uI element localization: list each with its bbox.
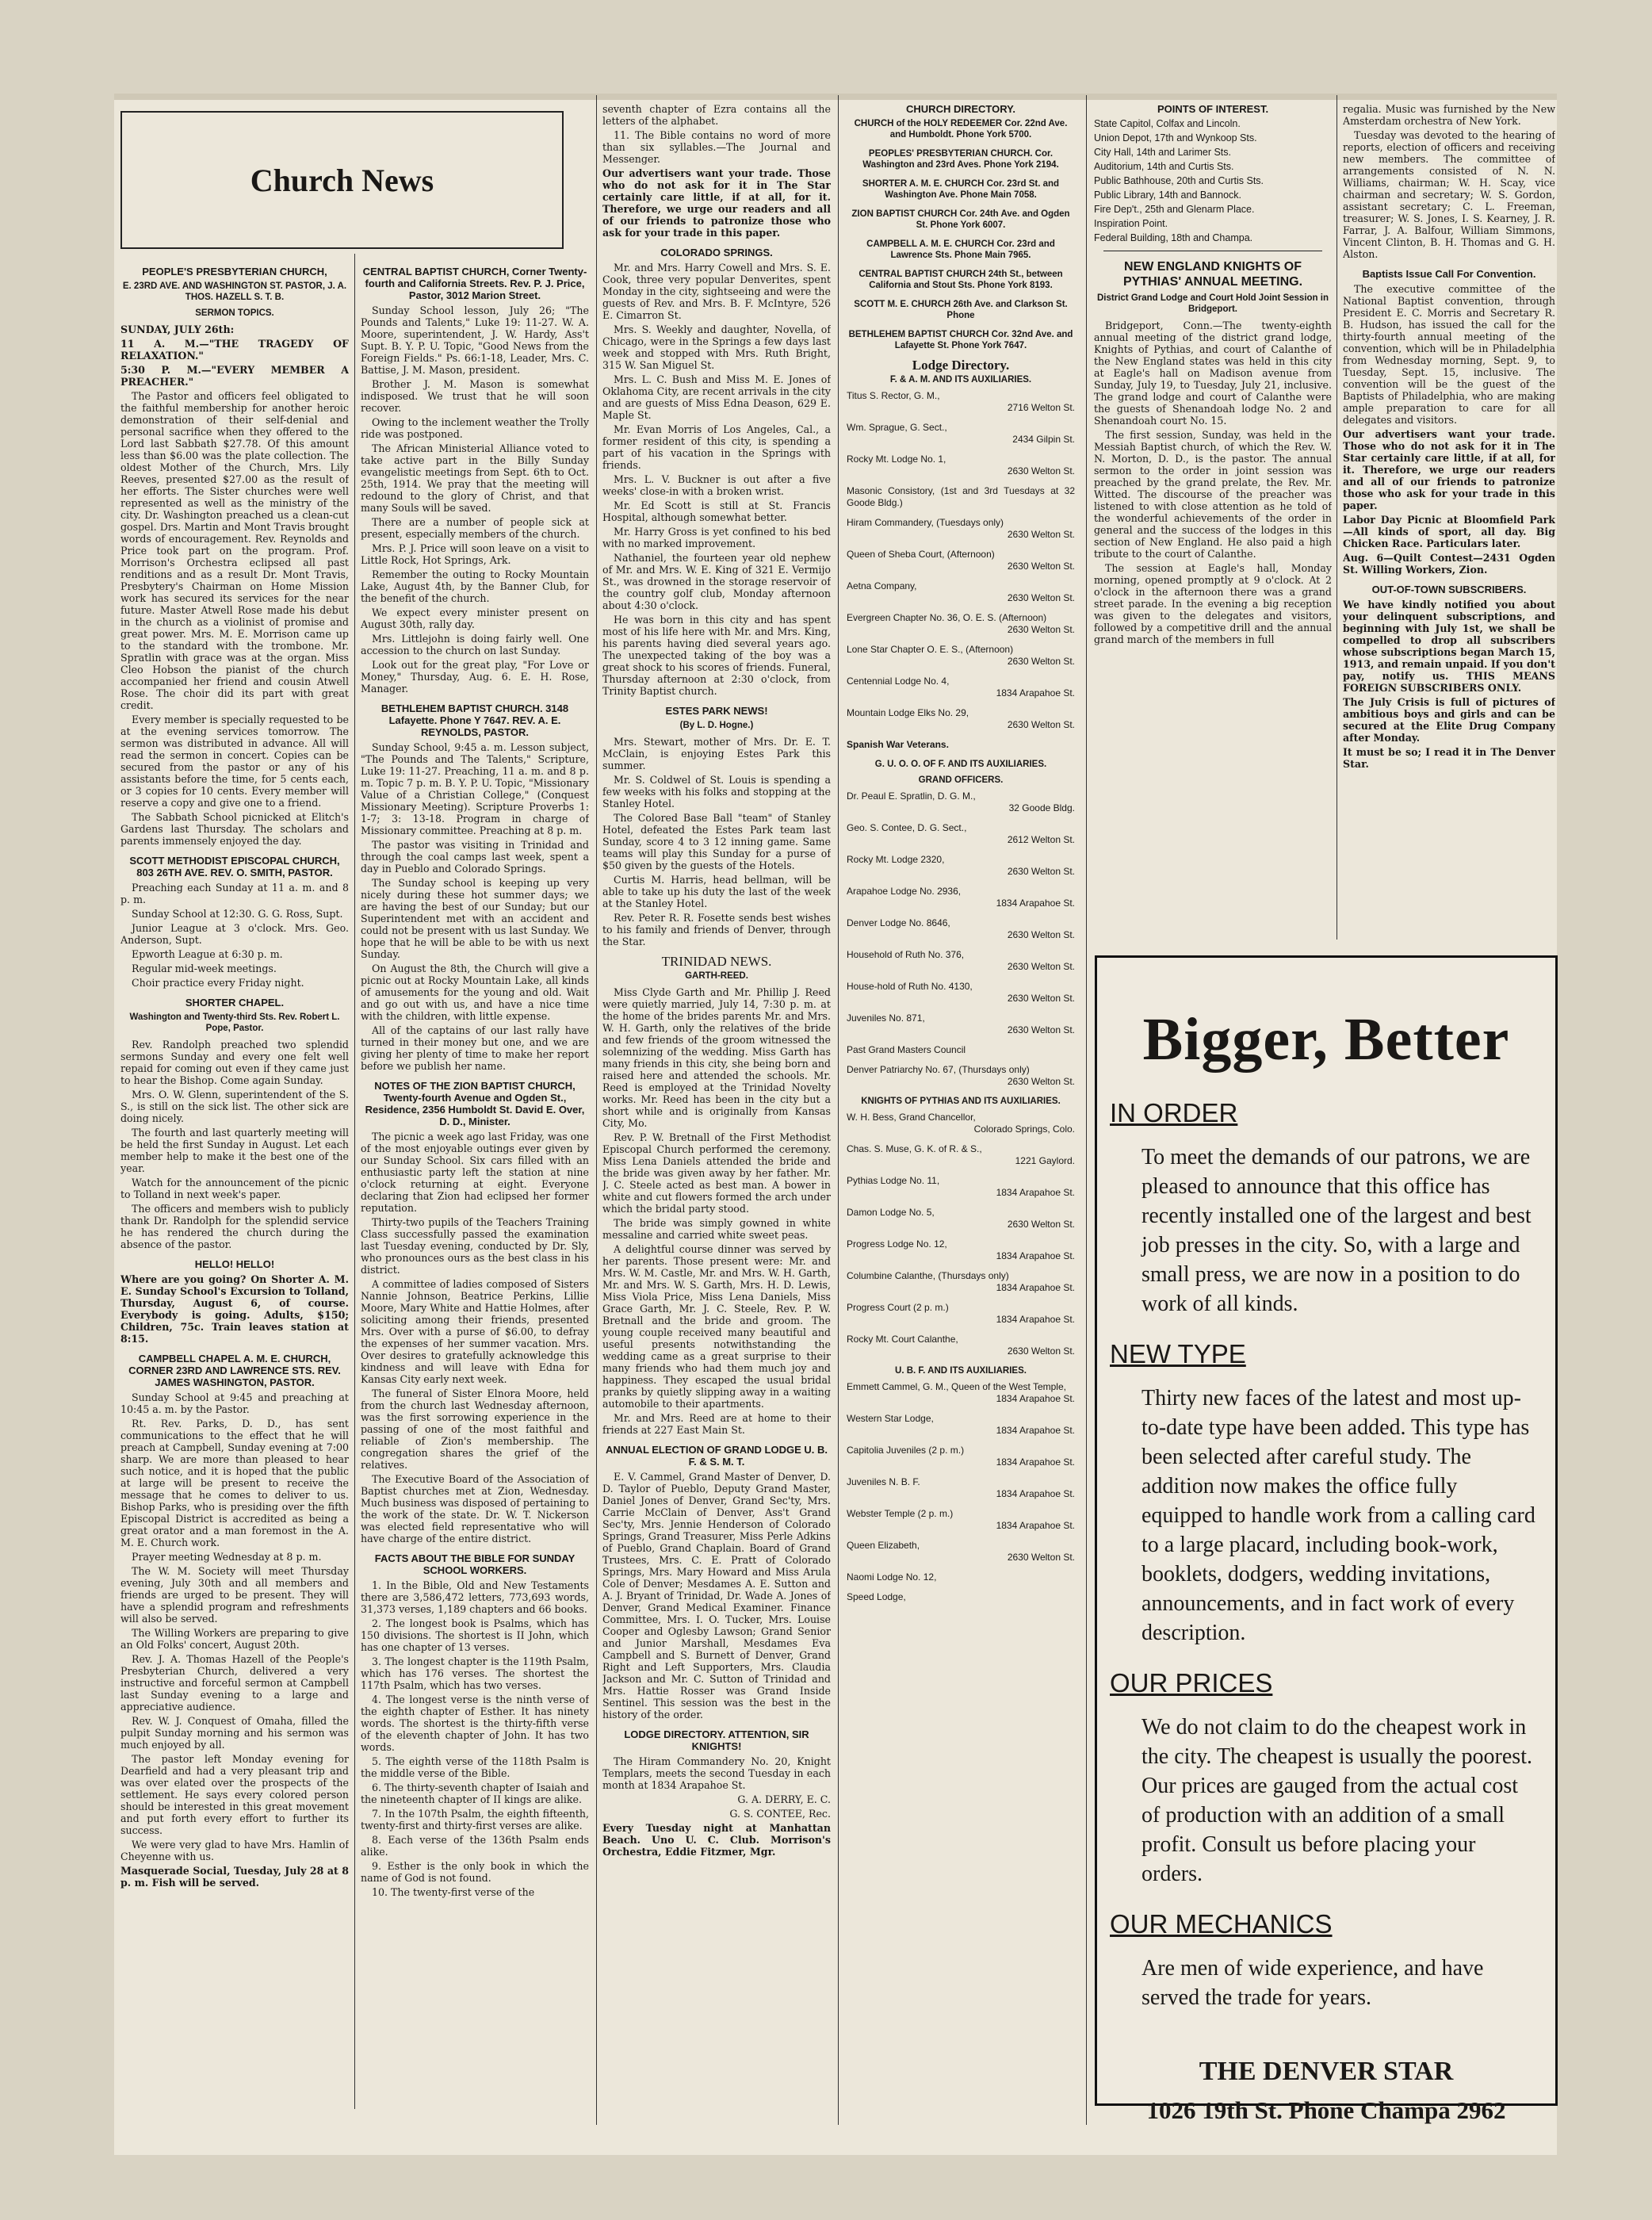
paragraph: Look out for the great play, "For Love or Money," Thursday, Aug. 6. E. H. Rose, Manager. (361, 659, 589, 695)
point-of-interest: Federal Building, 18th and Champa. (1094, 232, 1253, 243)
paragraph: E. V. Cammel, Grand Master of Denver, D. D. Taylor of Pueblo, Deputy Grand Master, Daniel Jones of Denver, Grand Sec'ty, Mrs. Carrie McClain of Denver, Ass't Grand Sec'ty, Mrs. Jennie Henderson of Colorado Springs, Grand Treasurer, Miss Perle Adkins of Pueblo, Grand Chaplain. Board of Grand Trustees, Mrs. C. E. Pratt of Colorado Springs, Mrs. Mary Howard and Miss Arula Cole of Denver; Mesdames A. E. Sutton and A. J. Bryant of Trinidad, Dr. Wade A. Jones of Denver, Grand Medical Examiner. Finance Committee, Mrs. I. O. Tucker, Mrs. Louise Cooper and Oglesby Lawson; Grand Senior and Junior Marshall, Mesdames Eva Campbell and S. Burnett of Denver, Grand Right and Left Supporters, Mrs. Claudia Jackson and Mr. C. Sutton of Trinidad and Mrs. Hattie Rosser was Grand Inside Sentinel. This session was the best in the history of the order. (602, 1471, 831, 1720)
paragraph: There are a number of people sick at present, especially members of the church. (361, 516, 589, 540)
ad-business-address: 1026 19th St. Phone Champa 2962 (1146, 2096, 1506, 2124)
lodge-address: 2630 Welton St. (1007, 929, 1075, 940)
article-heading: BETHLEHEM BAPTIST CHURCH. 3148 Lafayette. Phone Y 7647. REV. A. E. REYNOLDS, PASTOR. (380, 702, 569, 738)
point-of-interest: City Hall, 14th and Larimer Sts. (1094, 147, 1231, 158)
paragraph: The Hiram Commandery No. 20, Knight Templars, meets the second Tuesday in each month at 1834 Arapahoe St. (602, 1755, 831, 1791)
article-heading: OUT-OF-TOWN SUBSCRIBERS. (1371, 584, 1527, 595)
article-heading: FACTS ABOUT THE BIBLE FOR SUNDAY SCHOOL WORKERS. (374, 1552, 576, 1576)
article-subheading: E. 23RD AVE. AND WASHINGTON ST. PASTOR, J. A. THOS. HAZELL S. T. B. (122, 281, 347, 302)
advertisement-box (1095, 955, 1558, 2124)
paragraph: Rev. J. A. Thomas Hazell of the People's Presbyterian Church, delivered a very instructive and forceful sermon at Campbell last Sunday evening to a large and appreciative audience. (120, 1653, 349, 1713)
paragraph: The fourth and last quarterly meeting will be held the first Sunday in August. Let each member help to make it the best one of the year. (120, 1127, 349, 1174)
lodge-name: Mountain Lodge Elks No. 29, (847, 707, 969, 718)
paragraph: We expect every minister present on August 30th, rally day. (361, 607, 589, 630)
paragraph: Our advertisers want your trade. Those who do not ask for it in The Star certainly care little, if at all, for it. Therefore, we urge our readers and all of our friends to patronize those who ask for your trade in this paper. (1343, 428, 1555, 511)
paragraph: Tuesday was devoted to the hearing of reports, election of officers and receiving new members. The committee of arrangements consisted of N. N. Williams, chairman; W. H. Scay, vice chairman and secretary; W. S. Gordon, assistant secretary; C. L. Freeman, treasurer; W. S. Jones, I. S. Kearney, J. R. Farrar, J. A. Balfour, William Simmons, Vincent Clinton, B. H. Thomas and G. H. Alston. (1343, 129, 1555, 260)
paragraph: The pastor was visiting in Trinidad and through the coal camps last week, spent a day in Pueblo and Colorado Springs. (361, 839, 589, 875)
paragraph: Watch for the announcement of the picnic to Tolland in next week's paper. (120, 1177, 349, 1200)
lodge-name: Queen of Sheba Court, (Afternoon) (847, 549, 995, 560)
paragraph: The officers and members wish to publicly thank Dr. Randolph for the splendid service he has rendered the church during the absence of the pastor. (120, 1203, 349, 1250)
lodge-address: 1834 Arapahoe St. (996, 898, 1075, 909)
column-2 (361, 258, 589, 2109)
lodge-address: 2630 Welton St. (1007, 465, 1075, 477)
lodge-name: Wm. Sprague, G. Sect., (847, 422, 947, 433)
paragraph: seventh chapter of Ezra contains all the letters of the alphabet. (602, 103, 831, 127)
church-listing: PEOPLES' PRESBYTERIAN CHURCH. Cor. Washington and 23rd Aves. Phone York 2194. (862, 149, 1059, 170)
paragraph: Mrs. L. V. Buckner is out after a five weeks' close-in with a broken wrist. (602, 473, 831, 497)
article-heading: NOTES OF THE ZION BAPTIST CHURCH, Twenty-fourth Avenue and Ogden St., Residence, 2356 Humboldt St. David E. Over, D. D., Minister. (365, 1080, 585, 1127)
ad-headline: Bigger, Better (1142, 1006, 1510, 1073)
paragraph: The session at Eagle's hall, Monday morning, opened promptly at 9 o'clock. At 2 o'clock in the afternoon there was a grand street parade. In the evening a big reception was given to the delegates and visitors, followed by a competitive drill and the annual grand march of the members in full (1094, 562, 1332, 645)
ad-section-text: We do not claim to do the cheapest work in the city. The cheapest is usually the poorest. Our prices are gauged from the actual cost of production with an addition of a small profit. Consult us before placing your orders. (1141, 1715, 1532, 1886)
lodge-entry (847, 1540, 1075, 1564)
paragraph: Choir practice every Friday night. (132, 977, 304, 989)
sermon-topic: SUNDAY, JULY 26th: (120, 323, 235, 335)
paragraph: Mr. Ed Scott is still at St. Francis Hospital, although somewhat better. (602, 500, 831, 523)
lodge-entry (847, 485, 1075, 509)
lodge-entry (847, 612, 1075, 636)
paragraph: The July Crisis is full of pictures of ambitious boys and girls and can be secured at the Elite Drug Company after Monday. (1343, 696, 1555, 744)
paragraph: We were very glad to have Mrs. Hamlin of Cheyenne with us. (120, 1839, 349, 1862)
paragraph: It must be so; I read it in The Denver Star. (1343, 746, 1555, 770)
lodge-address: 2630 Welton St. (1007, 719, 1075, 730)
lodge-entry (847, 580, 1075, 604)
paragraph: 2. The longest book is Psalms, which has 150 divisions. The shortest is II John, which has one chapter of 13 verses. (361, 1617, 589, 1653)
lodge-entry: Spanish War Veterans. (847, 739, 949, 750)
directory-subheading: GRAND OFFICERS. (918, 775, 1004, 785)
lodge-entry (847, 790, 1075, 814)
lodge-entry (847, 644, 1075, 668)
paragraph: Masquerade Social, Tuesday, July 28 at 8 p. m. Fish will be served. (120, 1865, 349, 1889)
paragraph: 11. The Bible contains no word of more than six syllables.—The Journal and Messenger. (602, 129, 831, 165)
paragraph: 6. The thirty-seventh chapter of Isaiah and the nineteenth chapter of II kings are alike. (361, 1782, 589, 1805)
lodge-name: Geo. S. Contee, D. G. Sect., (847, 822, 967, 833)
lodge-name: Dr. Peaul E. Spratlin, D. G. M., (847, 790, 976, 802)
signature-line: G. S. CONTEE, Rec. (729, 1808, 831, 1820)
lodge-name: Western Star Lodge, (847, 1413, 934, 1424)
paragraph: Owing to the inclement weather the Trolly ride was postponed. (361, 416, 589, 440)
lodge-entry (847, 1413, 1075, 1437)
lodge-address: 1834 Arapahoe St. (996, 1425, 1075, 1436)
lodge-name: Progress Court (2 p. m.) (847, 1302, 949, 1313)
lodge-address: 1834 Arapahoe St. (996, 1488, 1075, 1499)
paragraph: Sunday School at 9:45 and preaching at 10:45 a. m. by the Pastor. (120, 1391, 349, 1415)
article-heading: ESTES PARK NEWS! (665, 705, 768, 717)
church-listing: SCOTT M. E. CHURCH 26th Ave. and Clarkson St. Phone (854, 300, 1068, 320)
column-4 (847, 103, 1075, 2109)
lodge-address: 2630 Welton St. (1007, 866, 1075, 877)
lodge-address: 2630 Welton St. (1007, 1552, 1075, 1563)
point-of-interest: Auditorium, 14th and Curtis Sts. (1094, 161, 1234, 172)
lodge-address: 2630 Welton St. (1007, 656, 1075, 667)
lodge-name: House-hold of Ruth No. 4130, (847, 981, 973, 992)
directory-subheading: KNIGHTS OF PYTHIAS AND ITS AUXILIARIES. (861, 1097, 1061, 1106)
lodge-entry (847, 1012, 1075, 1036)
sermon-topic: 11 A. M.—"THE TRAGEDY OF RELAXATION." (120, 338, 349, 362)
lodge-name: Queen Elizabeth, (847, 1540, 920, 1551)
lodge-name: Columbine Calanthe, (Thursdays only) (847, 1270, 1009, 1281)
lodge-name: Juveniles No. 871, (847, 1012, 925, 1024)
lodge-entry (847, 1591, 1075, 1603)
paragraph: Remember the outing to Rocky Mountain Lake, August 4th, by the Banner Club, for the benefit of the church. (361, 568, 589, 604)
lodge-list-2 (847, 790, 1075, 1088)
lodge-address: 2716 Welton St. (1007, 402, 1075, 413)
paragraph: The pastor left Monday evening for Dearfield and had a very pleasant trip and was over elated over the prospects of the settlement. He says every colored person should be interested in this great movement and put forth every effort to further its success. (120, 1753, 349, 1836)
directory-heading: Lodge Directory. (912, 358, 1010, 373)
lodge-entry (847, 1044, 1075, 1056)
lodge-entry (847, 981, 1075, 1005)
article-heading: Baptists Issue Call For Convention. (1362, 268, 1536, 280)
article-subheading: GARTH-REED. (685, 971, 748, 981)
ad-section-heading: NEW TYPE (1110, 1339, 1246, 1368)
lodge-address: 2630 Welton St. (1007, 592, 1075, 603)
lodge-name: Denver Patriarchy No. 67, (Thursdays only) (847, 1064, 1030, 1075)
paragraph: Labor Day Picnic at Bloomfield Park—All kinds of sport, all day. Big Chicken Race. Particulars later. (1343, 514, 1555, 549)
point-of-interest: Fire Dep't., 25th and Glenarm Place. (1094, 204, 1255, 215)
paragraph: The first session, Sunday, was held in the Messiah Baptist church, of which the Rev. W. N. Morton, D. D., is the pastor. The annual sermon to the order in joint session was preached by the grand prelate, the Rev. Mr. Witted. The discourse of the preacher was listened to with close attention as he told of the wonderful achievements of the order in general and the success of the lodges in this section of New England. He also paid a high tribute to the court of Calanthe. (1094, 429, 1332, 560)
paragraph: The Executive Board of the Association of Baptist churches met at Zion, Wednesday. Much business was disposed of pertaining to the work of the state. Dr. W. T. Nickerson was elected field representative who will have charge of the entire district. (361, 1473, 589, 1544)
directory-subheading: U. B. F. AND ITS AUXILIARIES. (895, 1366, 1027, 1376)
paragraph: Mrs. P. J. Price will soon leave on a visit to Little Rock, Hot Springs, Ark. (361, 542, 589, 566)
paragraph: The bride was simply gowned in white messaline and carried white sweet peas. (602, 1217, 831, 1241)
lodge-list-3 (847, 1112, 1075, 1357)
column-divider (838, 95, 839, 2125)
paragraph: Rt. Rev. Parks, D. D., has sent communications to the effect that he will preach at Campbell, Sunday evening at 7:00 sharp. We are more than pleased to hear such notice, and it is hoped that the public at large will be present to receive the message that he comes to deliver to us. Bishop Parks, who is presiding over the fifth Episcopal District is accredited as being a great orator and a man foremost in the A. M. E. Church work. (120, 1418, 349, 1548)
lodge-name: Emmett Cammel, G. M., Queen of the West Temple, (847, 1381, 1066, 1392)
lodge-entry (847, 1334, 1075, 1357)
lodge-entry (847, 422, 1075, 446)
paragraph: Every member is specially requested to be at the evening services tomorrow. The sermon was distributed in advance. All will read the sermon in concert. Copies can be secured from the pastor or any of his assistants before the time, for 5 cents each, or 3 copies for 10 cents. Every member will reserve a copy and give one to a friend. (120, 714, 349, 809)
lodge-name: Centennial Lodge No. 4, (847, 676, 950, 687)
article-heading: TRINIDAD NEWS. (661, 954, 772, 969)
ad-business-name: THE DENVER STAR (1199, 2057, 1454, 2086)
lodge-address: 2630 Welton St. (1007, 561, 1075, 572)
lodge-entry (847, 1143, 1075, 1167)
paragraph: Regular mid-week meetings. (132, 963, 277, 974)
lodge-entry (847, 517, 1075, 541)
lodge-address: 2612 Welton St. (1007, 834, 1075, 845)
directory-subheading: F. & A. M. AND ITS AUXILIARIES. (889, 375, 1032, 385)
lodge-entry (847, 1302, 1075, 1326)
paragraph: regalia. Music was furnished by the New Amsterdam orchestra of New York. (1343, 103, 1555, 127)
lodge-list-4 (847, 1381, 1075, 1603)
lodge-name: Speed Lodge, (847, 1591, 906, 1602)
lodge-entry (847, 676, 1075, 699)
paragraph: Mr. and Mrs. Harry Cowell and Mrs. S. E. Cook, three very popular Denverites, spent Monday in the city, sightseeing and were the guests of Rev. and Mrs. B. F. McIntyre, 526 E. Cimarron St. (602, 262, 831, 321)
article-heading: SHORTER CHAPEL. (185, 997, 285, 1009)
lodge-address: 1834 Arapahoe St. (996, 687, 1075, 699)
lodge-entry (847, 854, 1075, 878)
column-1 (120, 258, 349, 2109)
paragraph: Epworth League at 6:30 p. m. (132, 948, 283, 960)
church-listing: CHURCH of the HOLY REDEEMER Cor. 22nd Ave. and Humboldt. Phone York 5700. (854, 119, 1068, 140)
lodge-address: Colorado Springs, Colo. (973, 1123, 1075, 1135)
lodge-address: 2630 Welton St. (1007, 1024, 1075, 1035)
paragraph: A delightful course dinner was served by her parents. Those present were: Mr. and Mrs. W. M. Castle, Mr. and Mrs. W. H. Garth, Mr. and Mrs. W. S. Garth, Mrs. H. D. Lewis, Miss Viola Price, Miss Lena Daniels, Miss Grace Garth, Mr. J. C. Steele, Rev. P. W. Bretnall and the bride and groom. The young couple received many beautiful and useful presents notwithstanding the wedding came as a great surprise to their many friends who had them much joy and happiness. They escaped the usual bridal pranks by quietly slipping away in a waiting automobile to their apartments. (602, 1243, 831, 1410)
paragraph: Junior League at 3 o'clock. Mrs. Geo. Anderson, Supt. (120, 922, 349, 946)
lodge-entry (847, 949, 1075, 973)
lodge-address: 1834 Arapahoe St. (996, 1250, 1075, 1261)
article-heading: LODGE DIRECTORY. ATTENTION, SIR KNIGHTS! (624, 1728, 809, 1752)
directory-subheading: G. U. O. O. OF F. AND ITS AUXILIARIES. (874, 760, 1047, 769)
paragraph: Sunday School lesson, July 26; "The Pounds and Talents," Luke 19: 11-27. W. A. Moore, superintendent, J. W. Hardy, Ass't Supt. B. Y. P. U. Topic, "Good News from the Foreign Fields." Ps. 66:1-18, Leader, Mrs. C. Battise, J. M. Mason, president. (361, 304, 589, 376)
column-6 (1343, 103, 1555, 944)
lodge-entry (847, 1476, 1075, 1500)
lodge-entry (847, 1270, 1075, 1294)
lodge-address: 1834 Arapahoe St. (996, 1282, 1075, 1293)
lodge-entry (847, 1175, 1075, 1199)
column-divider (354, 254, 355, 2109)
paragraph: The Pastor and officers feel obligated to the faithful membership for another heroic demonstration of their self-denial and personal sacrifice when they offered to the Lord last Sabbath $27.78. Of this amount less than $6.00 was the plate collection. The oldest Mother of the Church, Mrs. Lily Reeves, presented $27.00 as the result of her efforts. The Sister churches were well represented as well as the ministry of the city. Dr. Washington preached us a clean-cut gospel. Drs. Martin and Mont Travis brought words of encouragement. Rev. Reynolds and Price took part on the program. Prof. Morrison's Orchestra eclipsed all past renditions and as a result Dr. Mont Travis, Presbytery's Chairman on Home Mission work has secured its services for the near future. Master Atwell Rose made his debut in the church as a violinist of promise and great power. Mrs. M. E. Morrison came up to the standard with the trombone. Mr. Spratlin with grace was at the organ. Miss Cleo Hobson the pianist of the church accompanied her friend and cousin Atwell Rose. The choir did its part with great credit. (120, 390, 349, 711)
paragraph: Mr. Evan Morris of Los Angeles, Cal., a former resident of this city, is spending a part of his vacation in the Springs with friends. (602, 423, 831, 471)
lodge-entry (847, 822, 1075, 846)
lodge-entry (847, 549, 1075, 572)
lodge-entry (847, 886, 1075, 909)
paragraph: Thirty-two pupils of the Teachers Training Class successfully passed the examination last Tuesday evening, conducted by Dr. Sly, who pronounces ours as the best class in his district. (361, 1216, 589, 1276)
paragraph: 1. In the Bible, Old and New Testaments there are 3,586,472 letters, 773,693 words, 31,373 verses, 1,189 chapters and 66 books. (361, 1579, 589, 1615)
paragraph: Miss Clyde Garth and Mr. Phillip J. Reed were quietly married, July 14, 7:30 p. m. at the home of the brides parents Mr. and Mrs. W. H. Garth, only the relatives of the bride and few friends of the groom witnessed the solemnizing of the wedding. Miss Garth has many friends in this city, she being born and raised here and attended the schools. Mr. Reed is employed at the Trinidad Novelty works. Mr. Reed has been in the city but a short while and is originally from Kansas City, Mo. (602, 986, 831, 1129)
lodge-name: Pythias Lodge No. 11, (847, 1175, 940, 1186)
article-heading: PEOPLE'S PRESBYTERIAN CHURCH, (142, 266, 327, 278)
paragraph: All of the captains of our last rally have turned in their money but one, and we are giving her plenty of time to make her report before we publish her name. (361, 1024, 589, 1072)
lodge-name: Past Grand Masters Council (847, 1044, 966, 1055)
church-listing: ZION BAPTIST CHURCH Cor. 24th Ave. and Ogden St. Phone York 6007. (851, 209, 1070, 230)
paragraph: 7. In the 107th Psalm, the eighth fifteenth, twenty-first and thirty-first verses are alike. (361, 1808, 589, 1832)
section-heading: SERMON TOPICS. (195, 308, 274, 318)
paragraph: The picnic a week ago last Friday, was one of the most enjoyable outings ever given by our Sunday School. Six cars filled with an enthusiastic party left the station at nine o'clock returning at eight. Everyone declaring that Zion had eclipsed her former reputation. (361, 1131, 589, 1214)
paragraph: 3. The longest chapter is the 119th Psalm, which has 176 verses. The shortest the 117th Psalm, which has two verses. (361, 1655, 589, 1691)
article-heading: CAMPBELL CHAPEL A. M. E. CHURCH, CORNER 23RD AND LAWRENCE STS. REV. JAMES WASHINGTON, PASTOR. (128, 1353, 341, 1388)
paragraph: Our advertisers want your trade. Those who do not ask for it in The Star certainly care little, if at all, for it. Therefore, we urge our readers and all of our friends to patronize those who ask for your trade in this paper. (602, 167, 831, 239)
lodge-address: 1834 Arapahoe St. (996, 1456, 1075, 1468)
paragraph: Mr. S. Coldwel of St. Louis is spending a few weeks with his folks and stopping at the Stanley Hotel. (602, 774, 831, 810)
paragraph: Nathaniel, the fourteen year old nephew of Mr. and Mrs. W. E. King of 321 E. Vermijo St., was drowned in the storage reservoir of the country golf club, Monday afternoon about 4:30 o'clock. (602, 552, 831, 611)
lodge-name: W. H. Bess, Grand Chancellor, (847, 1112, 976, 1123)
section-heading: POINTS OF INTEREST. (1157, 103, 1269, 115)
paragraph: Mr. Harry Gross is yet confined to his bed with no marked improvement. (602, 526, 831, 549)
point-of-interest: State Capitol, Colfax and Lincoln. (1094, 118, 1241, 129)
paragraph: The executive committee of the National Baptist convention, through President E. C. Morris and Secretary R. B. Hudson, has issued the call for the thirty-fourth annual meeting of the convention, which will be in Philadelphia from Wednesday morning, Sept. 9, to Tuesday, Sept. 15, inclusive. The convention will be the guest of the Baptists of Philadelphia, who are making ample preparation to care for all delegates and visitors. (1343, 283, 1555, 426)
paragraph: He was born in this city and has spent most of his life here with Mr. and Mrs. King, his parents having died several years ago. The unexpected taking of the boy was a great shock to his scores of friends. Funeral, Thursday afternoon at 2:30 o'clock, from Trinity Baptist church. (602, 614, 831, 697)
paragraph: The Sunday school is keeping up very nicely during these hot summer days; we are having the best of our Sunday; but our Superintendent met with an accident and could not be present with us last Sunday. We hope that he will be able to be with us next Sunday. (361, 877, 589, 960)
lodge-entry (847, 1445, 1075, 1468)
article-heading: CENTRAL BAPTIST CHURCH, Corner Twenty-fourth and California Streets. Rev. P. J. Price, Pastor, 3012 Marion Street. (362, 266, 587, 301)
lodge-entry (847, 1571, 1075, 1583)
paragraph: 10. The twenty-first verse of the (372, 1886, 535, 1898)
lodge-name: Progress Lodge No. 12, (847, 1238, 947, 1250)
page-top-edge (114, 94, 1557, 100)
paragraph: Mrs. L. C. Bush and Miss M. E. Jones of Oklahoma City, are recent arrivals in the city and are guests of Miss Edna Deason, 629 E. Maple St. (602, 373, 831, 421)
lodge-address: 2434 Gilpin St. (1012, 434, 1075, 445)
paragraph: The W. M. Society will meet Thursday evening, July 30th and all members and friends are urged to be present. They will have a splendid program and refreshments will also be served. (120, 1565, 349, 1625)
article-heading: ANNUAL ELECTION OF GRAND LODGE U. B. F. & S. M. T. (606, 1444, 828, 1468)
article-byline: (By L. D. Hogne.) (679, 721, 754, 730)
ad-section-text: Are men of wide experience, and have served the trade for years. (1141, 1956, 1484, 2010)
lodge-entry (847, 917, 1075, 941)
lodge-name: Damon Lodge No. 5, (847, 1207, 935, 1218)
paragraph: Mrs. Littlejohn is doing fairly well. One accession to the church on last Sunday. (361, 633, 589, 656)
paragraph: Rev. Peter R. R. Fosette sends best wishes to his family and friends of Denver, through the Star. (602, 912, 831, 947)
lodge-address: 2630 Welton St. (1007, 1076, 1075, 1087)
lodge-address: 1834 Arapahoe St. (996, 1520, 1075, 1531)
paragraph: The African Ministerial Alliance voted to take active part in the Billy Sunday evangelistic meetings from Sept. 6th to Oct. 25th, 1914. We pray that the meeting will redound to the glory of Christ, and that many Souls will be saved. (361, 442, 589, 514)
lodge-entry (847, 1064, 1075, 1088)
article-subheading: Washington and Twenty-third Sts. Rev. Robert L. Pope, Pastor. (129, 1012, 340, 1033)
lodge-name: Titus S. Rector, G. M., (847, 390, 940, 401)
lodge-address: 2630 Welton St. (1007, 961, 1075, 972)
page-title: Church News (120, 111, 564, 249)
lodge-address: 1221 Gaylord. (1015, 1155, 1075, 1166)
lodge-address: 2630 Welton St. (1007, 529, 1075, 540)
lodge-entry (847, 1508, 1075, 1532)
church-listing: CENTRAL BAPTIST CHURCH 24th St., between California and Stout Sts. Phone York 8193. (859, 270, 1063, 290)
lodge-address: 1834 Arapahoe St. (996, 1187, 1075, 1198)
lodge-name: Household of Ruth No. 376, (847, 949, 965, 960)
paragraph: Mrs. O. W. Glenn, superintendent of the S. S., is still on the sick list. The other sick are doing nicely. (120, 1089, 349, 1124)
lodge-name: Denver Lodge No. 8646, (847, 917, 950, 928)
directory-heading: CHURCH DIRECTORY. (906, 103, 1015, 115)
lodge-address: 1834 Arapahoe St. (996, 1393, 1075, 1404)
ad-section-heading: OUR MECHANICS (1110, 1909, 1333, 1939)
paragraph: Rev. P. W. Bretnall of the First Methodist Episcopal Church performed the ceremony. Miss Lena Daniels attended the bride and the bride was given away by her father. Mr. J. C. Steele acted as best man. A bower in white and cut flowers formed the arch under which the bridal party stood. (602, 1131, 831, 1215)
lodge-address: 2630 Welton St. (1007, 1219, 1075, 1230)
point-of-interest: Public Bathhouse, 20th and Curtis Sts. (1094, 175, 1264, 186)
lodge-name: Rocky Mt. Lodge No. 1, (847, 454, 946, 465)
article-heading: COLORADO SPRINGS. (660, 247, 773, 258)
lodge-name: Naomi Lodge No. 12, (847, 1571, 937, 1583)
paragraph: The funeral of Sister Elnora Moore, held from the church last Wednesday afternoon, was the first sorrowing experience in the passing of one of the most faithful and reliable of Zion's membership. The congregation shares the grief of the relatives. (361, 1388, 589, 1471)
paragraph: Brother J. M. Mason is somewhat indisposed. We trust that he will soon recover. (361, 378, 589, 414)
lodge-name: Evergreen Chapter No. 36, O. E. S. (Afternoon) (847, 612, 1047, 623)
paragraph: Aug. 6—Quilt Contest—2431 Ogden St. Willing Workers, Zion. (1343, 552, 1555, 576)
points-of-interest-list (1094, 118, 1332, 244)
ad-section-text: Thirty new faces of the latest and most up-to-date type have been added. This type has been selected after careful study. The addition now makes the office fully equipped to handle work from a calling card to a large placard, including book-work, booklets, dodgers, wedding invitations, announcements, and in fact work of every description. (1141, 1386, 1535, 1645)
paragraph: Sunday School, 9:45 a. m. Lesson subject, "The Pounds and The Talents," Scripture, Luke 19: 11-27. Preaching, 11 a. m. and 8 p. m. Topic 7 p. m. B. Y. P. U. Topic, "Missionary Value of a Christian College," (Conquest Missionary Meeting). Scripture Proverbs 1: 1-7; 3: 13-18. Program in charge of Missionary committee. Preaching at 8 p. m. (361, 741, 589, 836)
paragraph: Preaching each Sunday at 11 a. m. and 8 p. m. (120, 882, 349, 905)
ad-section-heading: IN ORDER (1110, 1098, 1238, 1127)
lodge-name: Rocky Mt. Lodge 2320, (847, 854, 945, 865)
lodge-address: 1834 Arapahoe St. (996, 1314, 1075, 1325)
lodge-name: Chas. S. Muse, G. K. of R. & S., (847, 1143, 982, 1154)
article-heading: SCOTT METHODIST EPISCOPAL CHURCH, 803 26TH AVE. REV. O. SMITH, PASTOR. (129, 855, 340, 878)
column-3 (602, 103, 831, 2109)
point-of-interest: Public Library, 14th and Bannock. (1094, 189, 1241, 201)
point-of-interest: Inspiration Point. (1094, 218, 1168, 229)
lodge-address: 2630 Welton St. (1007, 624, 1075, 635)
paragraph: Mrs. S. Weekly and daughter, Novella, of Chicago, were in the Springs a few days last week and stopped with Mrs. Ruth Bright, 315 W. San Miguel St. (602, 323, 831, 371)
lodge-address: 2630 Welton St. (1007, 1345, 1075, 1357)
church-listing: CAMPBELL A. M. E. CHURCH Cor. 23rd and Lawrence Sts. Phone Main 7965. (866, 239, 1055, 260)
lodge-entry (847, 390, 1075, 414)
lodge-address: 32 Goode Bldg. (1008, 802, 1075, 813)
ad-section-text: To meet the demands of our patrons, we are pleased to announce that this office has recently installed one of the largest and best job presses in the city. So, with a large and small press, we are now in a position to do work of all kinds. (1141, 1145, 1532, 1316)
paragraph: Where are you going? On Shorter A. M. E. Sunday School's Excursion to Tolland, Thursday, August 6, of course. Everybody is going. Adults, $150; Children, 75c. Train leaves station at 8:15. (120, 1273, 349, 1345)
paragraph: Bridgeport, Conn.—The twenty-eighth annual meeting of the district grand lodge, Knights of Pythias, and court of Calanthe of the New England states was held in this city at Eagle's hall on Madison avenue from Sunday, July 19, to Tuesday, July 21, inclusive. The grand lodge and court of Calanthe were the guests of Shenandoah lodge No. 2 and Shenandoah court No. 15. (1094, 320, 1332, 427)
lodge-entry (847, 1381, 1075, 1405)
paragraph: A committee of ladies composed of Sisters Nannie Johnson, Beatrice Perkins, Lillie Moore, Mary White and Hattie Holmes, after soliciting among their friends, presented Mrs. Over with a purse of $6.00, to defray the expenses of her summer vacation. Mrs. Over desires to gratefully acknowledge this kindness and will leave with Edna for Kansas City early next week. (361, 1278, 589, 1385)
sermon-topic: 5:30 P. M.—"EVERY MEMBER A PREACHER." (120, 364, 349, 388)
lodge-name: Masonic Consistory, (1st and 3rd Tuesdays at 32 Goode Bldg.) (847, 485, 1075, 508)
lodge-name: Hiram Commandery, (Tuesdays only) (847, 517, 1004, 528)
paragraph: Curtis M. Harris, head bellman, will be able to take up his duty the last of the week at the Stanley Hotel. (602, 874, 831, 909)
paragraph: The Colored Base Ball "team" of Stanley Hotel, defeated the Estes Park team last Sunday, score 4 to 3 12 inning game. Same teams will play this Sunday for a purse of $50 given by the guests of the Hotels. (602, 812, 831, 871)
paragraph: The Willing Workers are preparing to give an Old Folks' concert, August 20th. (120, 1627, 349, 1651)
paragraph: 8. Each verse of the 136th Psalm ends alike. (361, 1834, 589, 1858)
lodge-entry (847, 1207, 1075, 1231)
church-listing: BETHLEHEM BAPTIST CHURCH Cor. 32nd Ave. and Lafayette St. Phone York 7647. (848, 330, 1073, 350)
paragraph: On August the 8th, the Church will give a picnic out at Rocky Mountain Lake, all kinds of amusements for the young and old. Wait and go out with us, and have a nice time with the children, with little expense. (361, 963, 589, 1022)
paragraph: Mrs. Stewart, mother of Mrs. Dr. E. T. McClain, is enjoying Estes Park this summer. (602, 736, 831, 771)
lodge-name: Aetna Company, (847, 580, 917, 591)
paragraph: Rev. Randolph preached two splendid sermons Sunday and every one felt well repaid for coming out even if they came just to hear the Bishop. Come again Sunday. (120, 1039, 349, 1086)
article-heading: HELLO! HELLO! (194, 1258, 275, 1270)
paragraph: We have kindly notified you about your delinquent subscriptions, and beginning with July 1st, we shall be compelled to drop all subscribers whose subscriptions began March 15, 1913, and remain unpaid. If you don't pay, notify us. THIS MEANS FOREIGN SUBSCRIBERS ONLY. (1343, 599, 1555, 694)
lodge-address: 2630 Welton St. (1007, 993, 1075, 1004)
column-divider (596, 95, 597, 2125)
ad-section-heading: OUR PRICES (1110, 1668, 1273, 1698)
lodge-name: Webster Temple (2 p. m.) (847, 1508, 954, 1519)
church-listing: SHORTER A. M. E. CHURCH Cor. 23rd St. and Washington Ave. Phone Main 7058. (862, 179, 1060, 200)
lodge-entry (847, 1238, 1075, 1262)
article-heading: NEW ENGLAND KNIGHTS OF PYTHIAS' ANNUAL MEETING. (1122, 260, 1303, 289)
paragraph: The Sabbath School picnicked at Elitch's Gardens last Thursday. The scholars and parents immensely enjoyed the day. (120, 811, 349, 847)
lodge-entry (847, 454, 1075, 477)
paragraph: Every Tuesday night at Manhattan Beach. Uno U. C. Club. Morrison's Orchestra, Eddie Fitzmer, Mgr. (602, 1822, 831, 1858)
column-5 (1094, 103, 1332, 944)
column-divider (1086, 95, 1087, 2125)
lodge-list-1 (847, 390, 1075, 731)
paragraph: Rev. W. J. Conquest of Omaha, filled the pulpit Sunday morning and his sermon was much enjoyed by all. (120, 1715, 349, 1751)
paragraph: Prayer meeting Wednesday at 8 p. m. (132, 1551, 322, 1563)
paragraph: Mr. and Mrs. Reed are at home to their friends at 227 East Main St. (602, 1412, 831, 1436)
lodge-entry (847, 1112, 1075, 1135)
point-of-interest: Union Depot, 17th and Wynkoop Sts. (1094, 132, 1257, 144)
lodge-name: Rocky Mt. Court Calanthe, (847, 1334, 958, 1345)
paragraph: 9. Esther is the only book in which the name of God is not found. (361, 1860, 589, 1884)
lodge-name: Lone Star Chapter O. E. S., (Afternoon) (847, 644, 1014, 655)
lodge-name: Capitolia Juveniles (2 p. m.) (847, 1445, 965, 1456)
signature-line: G. A. DERRY, E. C. (737, 1793, 831, 1805)
lodge-name: Juveniles N. B. F. (847, 1476, 920, 1487)
lodge-entry (847, 707, 1075, 731)
lodge-name: Arapahoe Lodge No. 2936, (847, 886, 962, 897)
paragraph: 4. The longest verse is the ninth verse of the eighth chapter of Esther. It has ninety words. The shortest is the thirty-fifth verse of the eleventh chapter of John. It has two words. (361, 1694, 589, 1753)
article-subheading: District Grand Lodge and Court Hold Joint Session in Bridgeport. (1097, 293, 1329, 314)
paragraph: Sunday School at 12:30. G. G. Ross, Supt. (132, 908, 343, 920)
paragraph: 5. The eighth verse of the 118th Psalm is the middle verse of the Bible. (361, 1755, 589, 1779)
